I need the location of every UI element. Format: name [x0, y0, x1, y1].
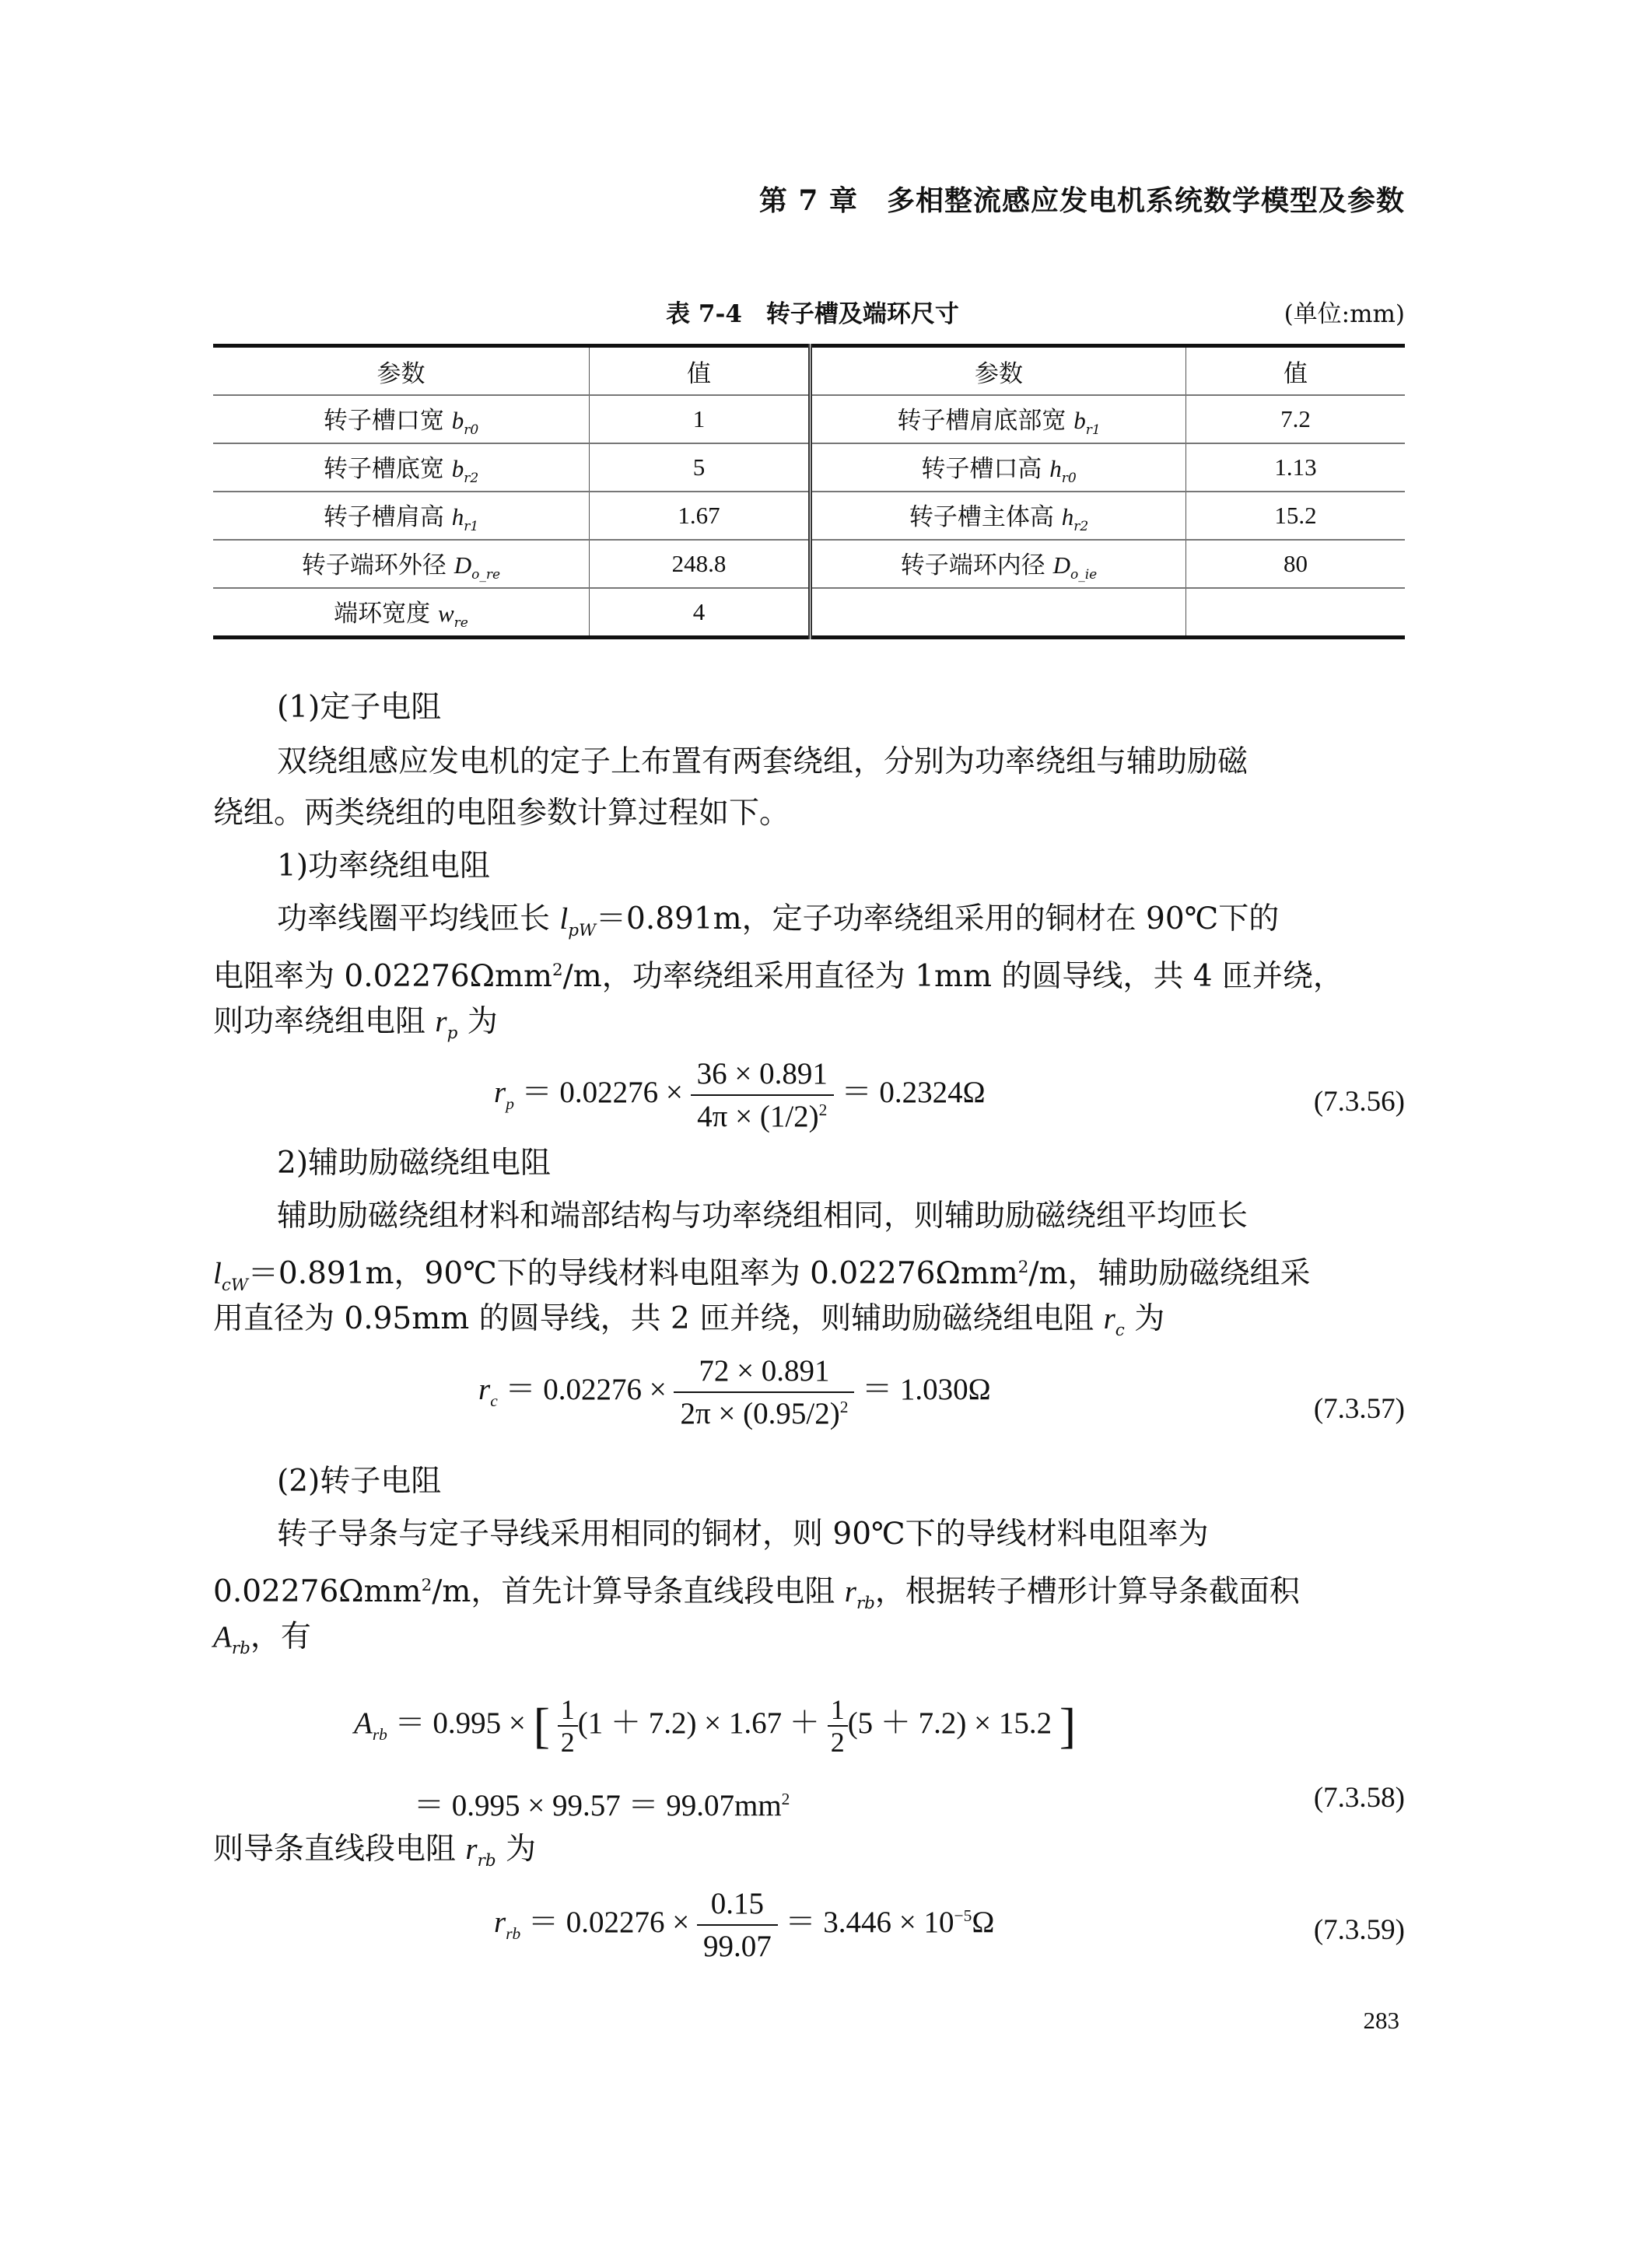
- text: ＝0.891m，90℃下的导线材料电阻率为 0.02276Ωmm: [247, 1256, 1018, 1291]
- value-cell: 1.13: [1186, 443, 1406, 492]
- subscript: rb: [231, 1638, 250, 1658]
- eq-lhs: r: [494, 1905, 506, 1939]
- half-fraction: [828, 1694, 848, 1758]
- superscript: 2: [818, 1101, 828, 1119]
- param-symbol: D: [1052, 551, 1070, 579]
- eq-denominator: [691, 1096, 834, 1134]
- param-cell: [213, 492, 590, 540]
- eq-lhs-subscript: c: [490, 1391, 498, 1410]
- text: 为: [457, 1004, 498, 1039]
- text: /m，首先计算导条直线段电阻: [432, 1574, 845, 1609]
- param-subscript: r0: [1061, 471, 1077, 487]
- param-label: 端环宽度: [334, 599, 431, 628]
- equation-number: (7.3.58): [1313, 1782, 1405, 1814]
- eq-denominator: 2: [830, 1727, 845, 1758]
- text: /m，功率绕组采用直径为 1mm 的圆导线，共 4 匝并绕，: [562, 959, 1343, 994]
- symbol: r: [844, 1575, 856, 1608]
- eq-numerator: 0.15: [697, 1886, 778, 1926]
- symbol: r: [465, 1832, 478, 1866]
- text: 电阻率为 0.02276Ωmm: [213, 959, 552, 994]
- text: 用直径为 0.95mm 的圆导线，共 2 匝并绕，则辅助励磁绕组电阻: [213, 1301, 1104, 1336]
- paragraph-line: [213, 1834, 1405, 1876]
- param-subscript: o_re: [471, 567, 501, 583]
- subscript: rb: [856, 1593, 875, 1613]
- eq-fraction: [697, 1886, 778, 1964]
- text: /m，辅助励磁绕组采: [1028, 1256, 1311, 1291]
- eq-lhs: r: [478, 1372, 491, 1406]
- eq-numerator: 1: [828, 1694, 848, 1727]
- subscript: cW: [221, 1275, 248, 1295]
- eq-coefficient: ＝ 0.02276 ×: [505, 1372, 667, 1406]
- subscript: rb: [477, 1850, 496, 1871]
- text: 4π × (1/2): [697, 1100, 819, 1133]
- text: 则导条直线段电阻: [213, 1832, 466, 1867]
- param-symbol: h: [1061, 502, 1074, 530]
- param-label: 转子槽口宽: [323, 406, 444, 435]
- page-number: 283: [1363, 2007, 1399, 2034]
- header-cell: 参数: [213, 346, 590, 396]
- eq-numerator: 1: [558, 1694, 578, 1727]
- param-subscript: r0: [464, 422, 479, 439]
- eq-lhs: r: [494, 1075, 506, 1109]
- eq-coefficient: ＝ 0.995 ×: [394, 1706, 526, 1740]
- eq-fraction: [691, 1056, 834, 1134]
- running-header: 第 7 章 多相整流感应发电机系统数学模型及参数: [758, 184, 1405, 217]
- paragraph-line: [213, 1619, 1405, 1664]
- table-row: [213, 540, 1405, 588]
- value-cell-empty: [1186, 588, 1406, 638]
- superscript: 2: [781, 1790, 790, 1808]
- table-header-row: [213, 346, 1405, 396]
- equation-number: (7.3.59): [1313, 1914, 1405, 1946]
- subscript: p: [447, 1023, 458, 1043]
- paragraph-line: [213, 1570, 1405, 1619]
- param-cell: [811, 540, 1186, 588]
- equation-number: (7.3.57): [1313, 1393, 1405, 1425]
- eq-lhs-subscript: rb: [372, 1724, 387, 1744]
- paragraph-line: [213, 1252, 1405, 1300]
- eq-unit: Ω: [972, 1905, 995, 1939]
- param-cell: [811, 443, 1186, 492]
- symbol: r: [435, 1005, 447, 1038]
- half-fraction: [558, 1694, 578, 1758]
- eq-result: ＝ 3.446 × 10: [785, 1905, 954, 1939]
- param-cell-empty: [811, 588, 1186, 638]
- rotor-slot-dimensions-table: [213, 344, 1405, 639]
- paragraph-line: [213, 955, 1405, 992]
- param-label: 转子端环外径: [301, 551, 447, 579]
- value-cell: 80: [1186, 540, 1406, 588]
- value-cell: 5: [590, 443, 811, 492]
- superscript: 2: [552, 961, 563, 980]
- text: 功率线圈平均线匝长: [277, 901, 560, 936]
- param-cell: [811, 492, 1186, 540]
- header-cell: 值: [1186, 346, 1406, 396]
- left-bracket: [: [533, 1698, 550, 1753]
- text: ，有: [250, 1619, 311, 1654]
- symbol: l: [559, 902, 569, 936]
- text: ＝0.891m，定子功率绕组采用的铜材在 90℃下的: [596, 901, 1280, 936]
- eq-coefficient: ＝ 0.02276 ×: [528, 1905, 690, 1939]
- value-cell: 1: [590, 395, 811, 443]
- param-label: 转子槽主体高: [909, 502, 1054, 531]
- eq-denominator: 2: [560, 1727, 575, 1758]
- text: 为: [1124, 1301, 1165, 1336]
- table-row: [213, 443, 1405, 492]
- paragraph-line: [277, 901, 1469, 946]
- param-symbol: w: [437, 599, 454, 627]
- value-cell: 15.2: [1186, 492, 1406, 540]
- text: 则功率绕组电阻: [213, 1004, 436, 1039]
- param-label: 转子槽肩高: [323, 502, 444, 531]
- text: ，根据转子槽形计算导条截面积: [874, 1574, 1300, 1609]
- superscript: 2: [1017, 1258, 1029, 1277]
- param-cell: [213, 540, 590, 588]
- param-cell: [213, 395, 590, 443]
- subsection-heading-power-winding: 1)功率绕组电阻: [277, 849, 491, 884]
- equation-7-3-59: [494, 1886, 994, 1964]
- table-unit: (单位:mm): [1284, 300, 1405, 328]
- param-cell: [811, 395, 1186, 443]
- superscript: 2: [839, 1398, 849, 1416]
- superscript: 2: [421, 1576, 433, 1595]
- header-cell: 值: [590, 346, 811, 396]
- value-cell: 248.8: [590, 540, 811, 588]
- param-label: 转子端环内径: [900, 551, 1045, 579]
- superscript: −5: [954, 1906, 972, 1925]
- eq-lhs: A: [354, 1706, 373, 1740]
- param-subscript: r2: [1073, 519, 1089, 535]
- param-subscript: re: [454, 615, 468, 632]
- right-bracket: ]: [1059, 1698, 1077, 1753]
- paragraph-line: 绕组。两类绕组的电阻参数计算过程如下。: [213, 796, 790, 831]
- eq-lhs-subscript: p: [506, 1094, 514, 1113]
- subscript: pW: [568, 920, 597, 940]
- eq-denominator: 99.07: [703, 1930, 772, 1963]
- eq-result: ＝ 0.995 × 99.57 ＝ 99.07mm: [414, 1789, 782, 1822]
- value-cell: 7.2: [1186, 395, 1406, 443]
- param-symbol: b: [1073, 406, 1086, 434]
- text: 为: [496, 1832, 536, 1867]
- paragraph-line: [213, 1301, 1405, 1346]
- section-heading-rotor-resistance: (2)转子电阻: [277, 1464, 442, 1499]
- eq-fraction: [674, 1353, 854, 1431]
- subscript: c: [1115, 1320, 1125, 1340]
- param-symbol: h: [451, 502, 464, 530]
- equation-7-3-56: [494, 1056, 986, 1134]
- eq-denominator: [674, 1393, 854, 1431]
- table-row: [213, 588, 1405, 638]
- eq-lhs-subscript: rb: [506, 1923, 521, 1943]
- text: 0.02276Ωmm: [213, 1574, 422, 1609]
- eq-result: ＝ 1.030Ω: [862, 1372, 991, 1406]
- param-subscript: r1: [1085, 422, 1101, 439]
- eq-result: ＝ 0.2324Ω: [841, 1075, 986, 1109]
- equation-7-3-58-line-2: [414, 1781, 790, 1825]
- param-subscript: r1: [464, 519, 479, 535]
- param-label: 转子槽底宽: [323, 454, 444, 483]
- table-caption: [0, 294, 1625, 329]
- symbol: l: [213, 1257, 222, 1290]
- equation-7-3-57: [478, 1353, 991, 1431]
- paragraph-line: [213, 1006, 1405, 1048]
- eq-numerator: 36 × 0.891: [691, 1056, 834, 1096]
- paragraph-line: 双绕组感应发电机的定子上布置有两套绕组，分别为功率绕组与辅助励磁: [277, 744, 1249, 779]
- table-row: [213, 492, 1405, 540]
- equation-number: (7.3.56): [1313, 1086, 1405, 1118]
- param-symbol: D: [454, 551, 472, 579]
- paragraph-line: 转子导条与定子导线采用相同的铜材，则 90℃下的导线材料电阻率为: [277, 1517, 1209, 1552]
- param-symbol: b: [451, 454, 464, 482]
- table-title: 表 7-4 转子槽及端环尺寸: [666, 300, 959, 328]
- header-cell: 参数: [811, 346, 1186, 396]
- subsection-heading-auxiliary-winding: 2)辅助励磁绕组电阻: [277, 1146, 552, 1181]
- value-cell: 1.67: [590, 492, 811, 540]
- param-symbol: b: [451, 406, 464, 434]
- eq-numerator: 72 × 0.891: [674, 1353, 854, 1393]
- param-subscript: r2: [464, 471, 479, 487]
- param-symbol: h: [1049, 454, 1062, 482]
- param-cell: [213, 588, 590, 638]
- param-cell: [213, 443, 590, 492]
- param-subscript: o_ie: [1070, 567, 1098, 583]
- equation-7-3-58-line-1: [354, 1694, 1076, 1758]
- param-label: 转子槽口高: [921, 454, 1042, 483]
- param-label: 转子槽肩底部宽: [897, 406, 1066, 435]
- paragraph-line: 辅助励磁绕组材料和端部结构与功率绕组相同，则辅助励磁绕组平均匝长: [277, 1199, 1249, 1234]
- symbol: r: [1103, 1302, 1115, 1335]
- section-heading-stator-resistance: (1)定子电阻: [277, 690, 442, 725]
- eq-term: (5 ＋ 7.2) × 15.2: [847, 1706, 1052, 1740]
- table-row: [213, 395, 1405, 443]
- eq-term: (1 ＋ 7.2) × 1.67 ＋: [577, 1706, 820, 1740]
- text: 2π × (0.95/2): [680, 1397, 840, 1430]
- value-cell: 4: [590, 588, 811, 638]
- symbol: A: [213, 1620, 232, 1654]
- eq-coefficient: ＝ 0.02276 ×: [521, 1075, 683, 1109]
